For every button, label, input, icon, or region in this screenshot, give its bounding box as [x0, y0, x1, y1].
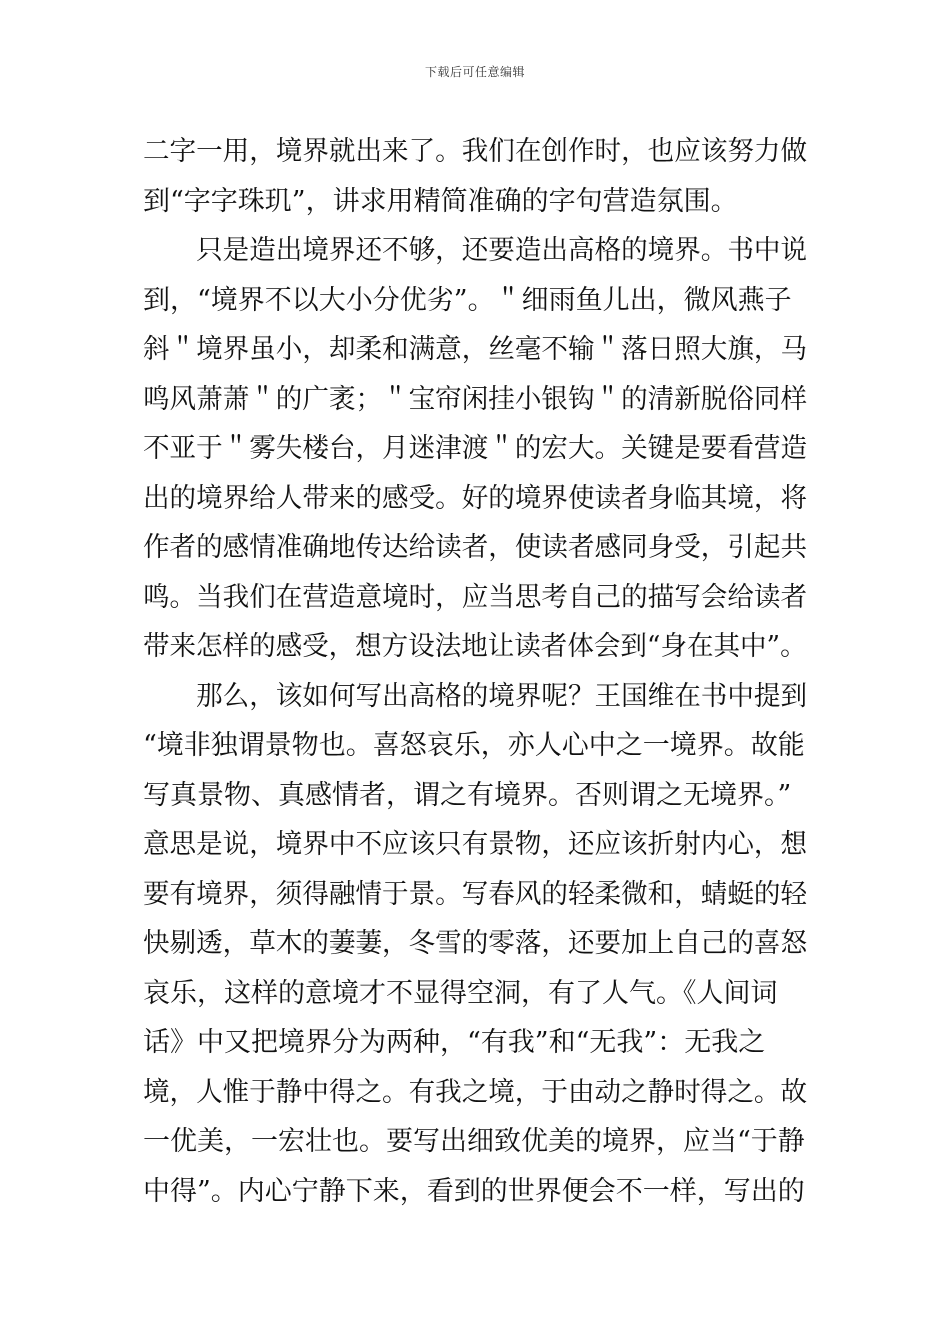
text-line: 话》中又把境界分为两种，“有我”和“无我”：无我之: [143, 1027, 766, 1058]
text-line: 中得”。内心宁静下来，看到的世界便会不一样，写出的: [143, 1175, 805, 1207]
text-line: 境，人惟于静中得之。有我之境，于由动之静时得之。故: [143, 1076, 807, 1108]
text-line: 二字一用，境界就出来了。我们在创作时，也应该努力做: [143, 136, 807, 167]
text-line: 出的境界给人带来的感受。好的境界使读者身临其境，将: [143, 482, 807, 514]
text-line: 不亚于＂雾失楼台，月迷津渡＂的宏大。关键是要看营造: [143, 433, 807, 464]
text-line: 只是造出境界还不够，还要造出高格的境界。书中说: [143, 235, 807, 266]
text-line: 到，“境界不以大小分优劣”。＂细雨鱼儿出，微风燕子: [143, 284, 792, 316]
text-line: 一优美，一宏壮也。要写出细致优美的境界，应当“于静: [143, 1126, 805, 1157]
text-line: 作者的感情准确地传达给读者，使读者感同身受，引起共: [143, 532, 807, 563]
text-line: 斜＂境界虽小，却柔和满意，丝毫不输＂落日照大旗，马: [143, 334, 807, 365]
text-line: 写真景物、真感情者，谓之有境界。否则谓之无境界。”: [143, 779, 792, 811]
text-line: 快剔透，草木的萋萋，冬雪的零落，还要加上自己的喜怒: [143, 928, 807, 959]
document-body: [143, 127, 807, 1216]
text-line: “境非独谓景物也。喜怒哀乐，亦人心中之一境界。故能: [143, 730, 805, 761]
text-line: 要有境界，须得融情于景。写春风的轻柔微和，蜻蜓的轻: [143, 878, 807, 910]
text-line: 那么，该如何写出高格的境界呢？王国维在书中提到: [143, 680, 807, 712]
text-line: 鸣。当我们在营造意境时，应当思考自己的描写会给读者: [143, 581, 807, 613]
text-line: 到“字字珠玑”，讲求用精简准确的字句营造氛围。: [143, 185, 738, 217]
page-header: 下载后可任意编辑: [424, 65, 525, 79]
text-line: 带来怎样的感受，想方设法地让读者体会到“身在其中”。: [143, 631, 807, 662]
text-line: 意思是说，境界中不应该只有景物，还应该折射内心，想: [143, 829, 807, 860]
text-line: 鸣风萧萧＂的广袤；＂宝帘闲挂小银钩＂的清新脱俗同样: [143, 383, 807, 415]
text-line: 哀乐，这样的意境才不显得空洞，有了人气。《人间词: [143, 977, 778, 1009]
